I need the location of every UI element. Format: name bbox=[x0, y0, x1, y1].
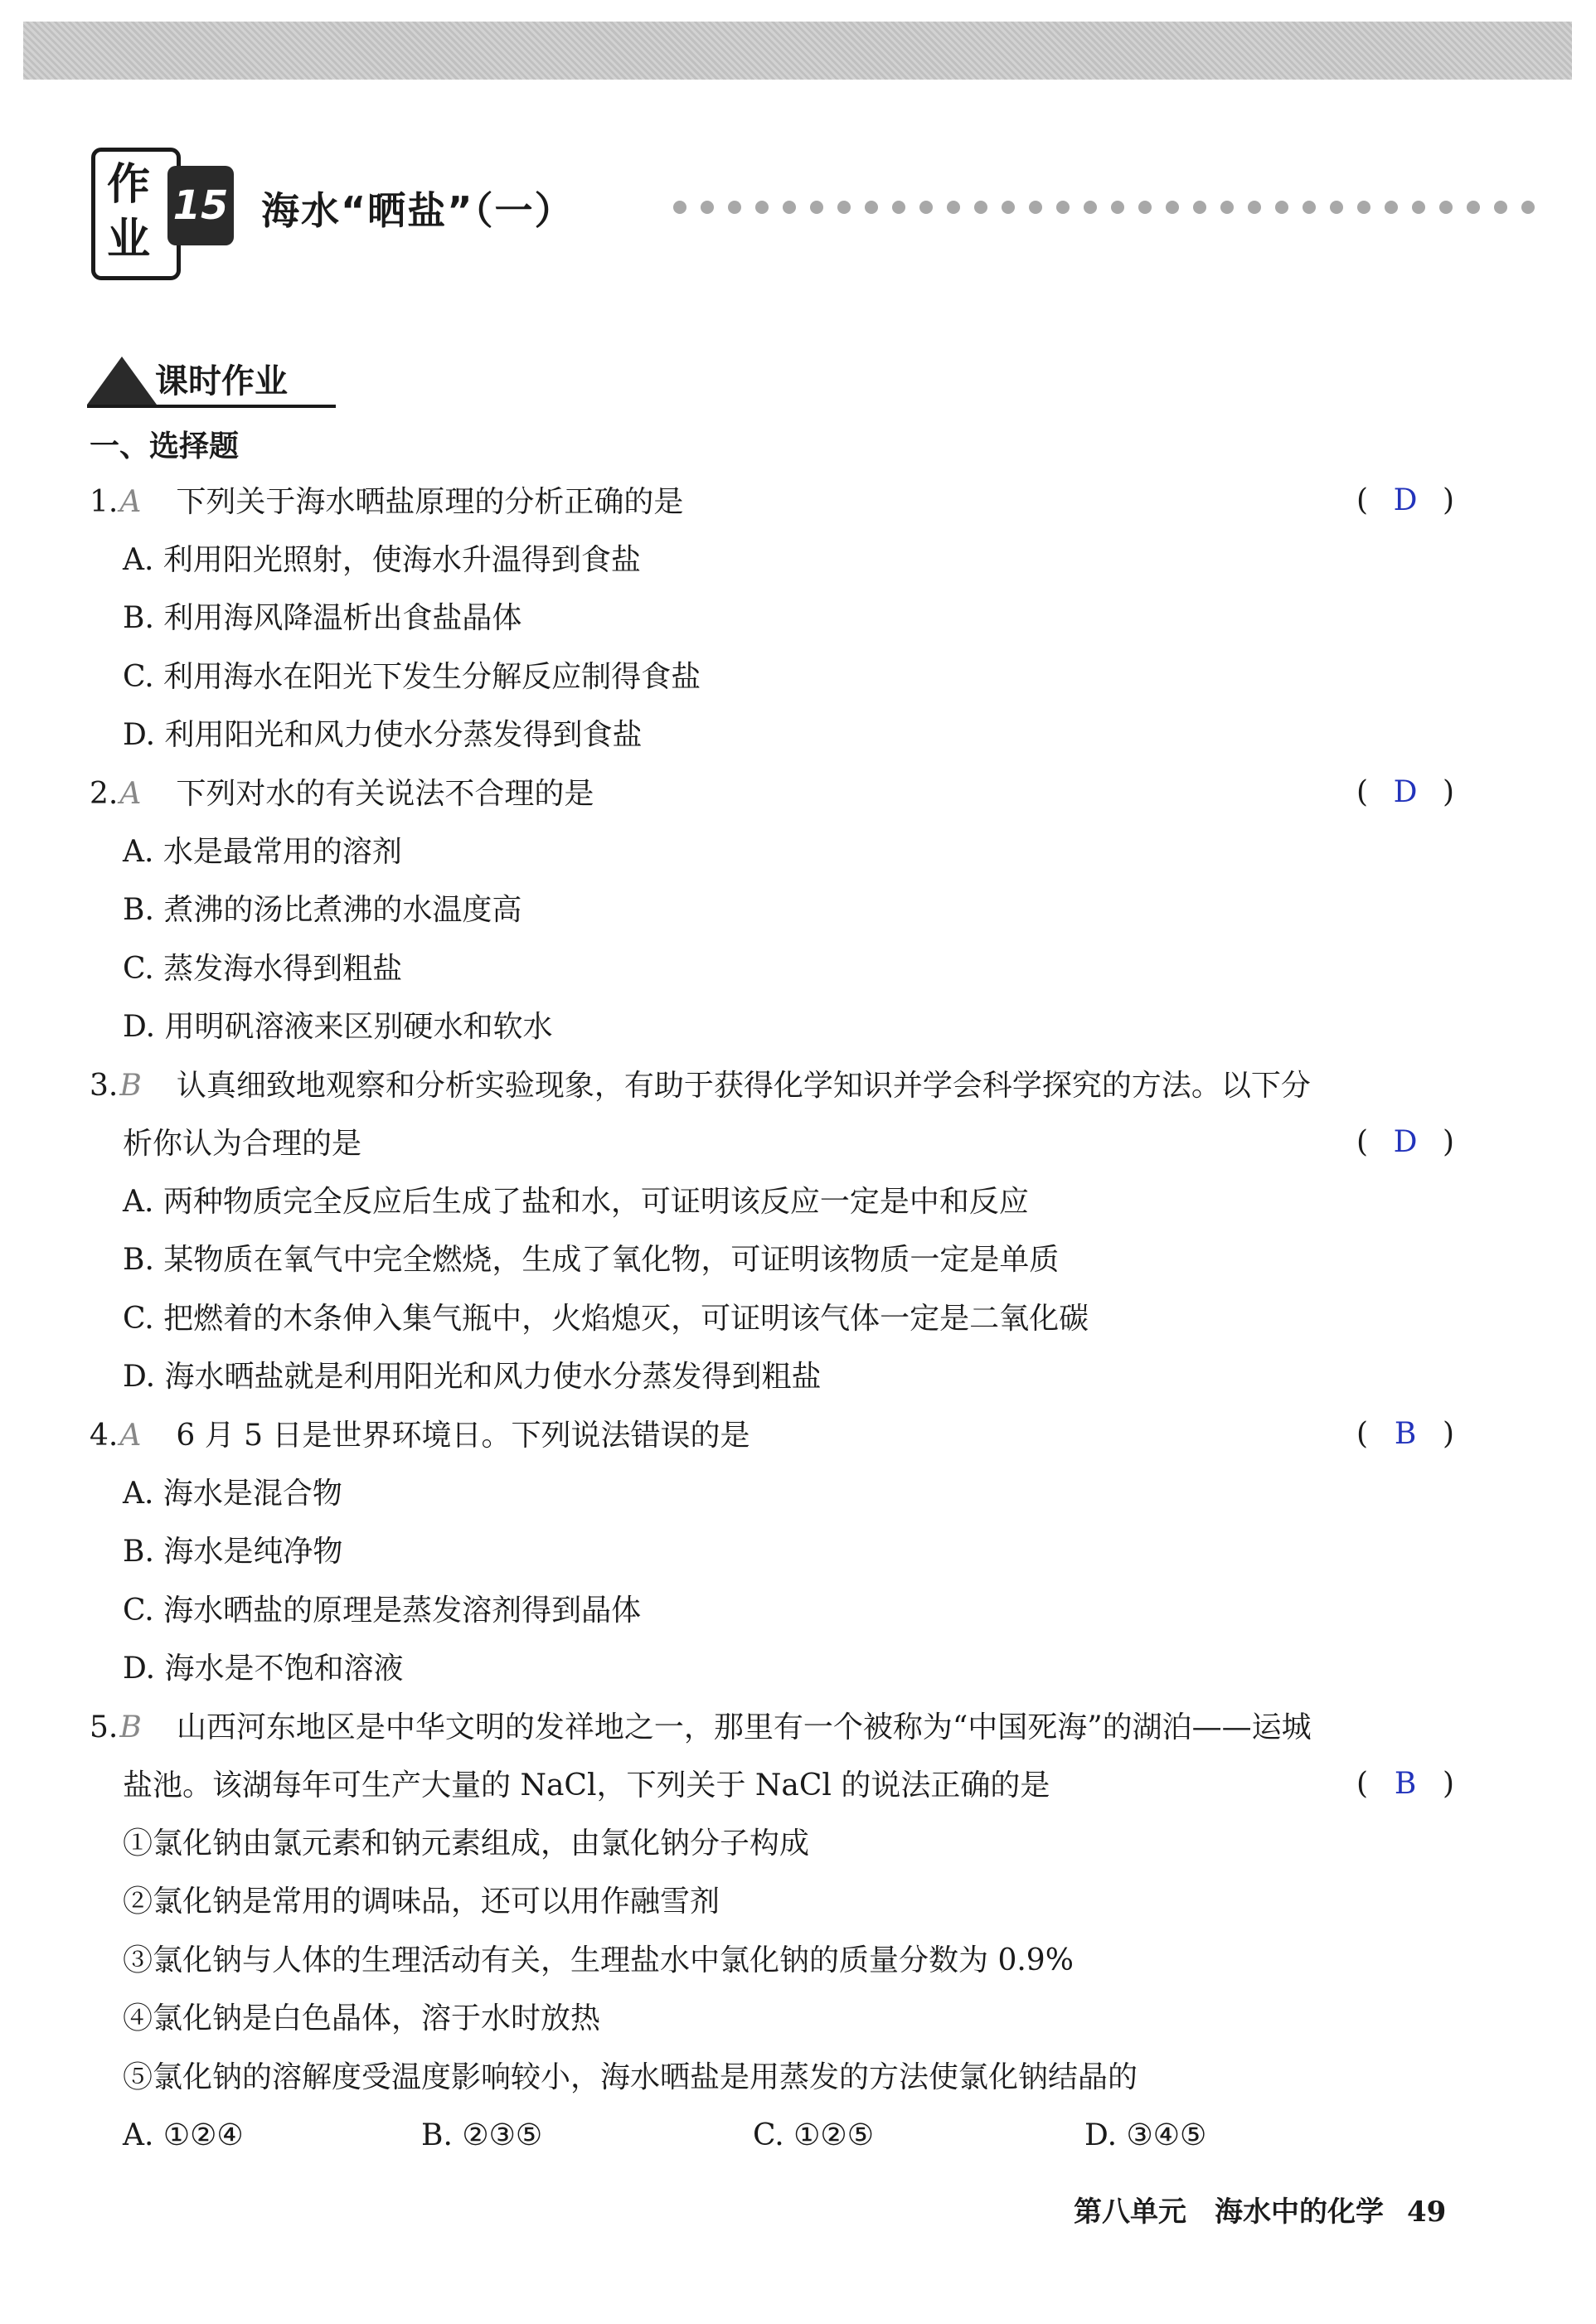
question-3-stem bbox=[90, 1066, 1311, 1106]
option-c: C. 蒸发海水得到粗盐 bbox=[123, 952, 403, 986]
option-d: D. 海水晒盐就是利用阳光和风力使水分蒸发得到粗盐 bbox=[123, 1360, 822, 1394]
statement-5: ⑤氯化钠的溶解度受温度影响较小，海水晒盐是用蒸发的方法使氯化钠结晶的 bbox=[123, 2060, 1138, 2094]
answer-letter: D bbox=[1393, 1125, 1418, 1159]
question-text: 认真细致地观察和分析实验现象，有助于获得化学知识并学会科学探究的方法。以下分 bbox=[176, 1069, 1311, 1103]
option-d: D. 海水是不饱和溶液 bbox=[123, 1652, 404, 1686]
question-text: 下列对水的有关说法不合理的是 bbox=[176, 777, 594, 811]
question-5-stem bbox=[90, 1708, 1312, 1748]
section-label: 课时作业 bbox=[155, 362, 288, 400]
option-b: B. 海水是纯净物 bbox=[123, 1535, 343, 1569]
title-dots-decoration bbox=[673, 201, 1569, 214]
section-underline bbox=[87, 405, 336, 408]
page-title: 海水“晒盐”（一） bbox=[261, 188, 575, 233]
statement-1: ①氯化钠由氯元素和钠元素组成，由氯化钠分子构成 bbox=[123, 1827, 810, 1861]
option-a: A. 水是最常用的溶剂 bbox=[123, 835, 402, 869]
mountain-icon bbox=[87, 357, 157, 405]
page-number: 49 bbox=[1407, 2195, 1447, 2229]
question-5-stem-continued: 盐池。该湖每年可生产大量的 NaCl，下列关于 NaCl 的说法正确的是 bbox=[123, 1768, 1050, 1802]
footer-unit: 第八单元 海水中的化学 bbox=[1074, 2195, 1384, 2229]
difficulty-level: A bbox=[119, 485, 142, 519]
question-5-answer: ( B ) bbox=[1356, 1764, 1454, 1804]
option-b: B. 某物质在氧气中完全燃烧，生成了氧化物，可证明该物质一定是单质 bbox=[123, 1243, 1060, 1277]
badge-char-bottom: 业 bbox=[107, 214, 151, 264]
question-4-stem bbox=[90, 1416, 750, 1456]
question-text: 山西河东地区是中华文明的发祥地之一，那里有一个被称为“中国死海”的湖泊——运城 bbox=[176, 1710, 1312, 1744]
question-3-stem-continued: 析你认为合理的是 bbox=[123, 1127, 362, 1161]
option-b: B. 利用海风降温析出食盐晶体 bbox=[123, 601, 522, 635]
answer-letter: B bbox=[1394, 1417, 1417, 1451]
statement-4: ④氯化钠是白色晶体，溶于水时放热 bbox=[123, 2001, 601, 2035]
option-d: D. 用明矾溶液来区别硬水和软水 bbox=[123, 1010, 553, 1044]
option-c: C. 海水晒盐的原理是蒸发溶剂得到晶体 bbox=[123, 1594, 642, 1628]
question-text: 下列关于海水晒盐原理的分析正确的是 bbox=[176, 485, 684, 519]
choice-d: D. ③④⑤ bbox=[1084, 2118, 1207, 2152]
statement-3: ③氯化钠与人体的生理活动有关，生理盐水中氯化钠的质量分数为 0.9% bbox=[123, 1943, 1074, 1977]
question-number: 2. bbox=[90, 777, 119, 811]
answer-letter: B bbox=[1394, 1767, 1417, 1801]
question-number: 3. bbox=[90, 1069, 119, 1103]
question-number: 4. bbox=[90, 1419, 119, 1453]
answer-letter: D bbox=[1393, 483, 1418, 517]
choice-a: A. ①②④ bbox=[123, 2118, 244, 2152]
top-decorative-band bbox=[23, 22, 1572, 80]
option-a: A. 利用阳光照射，使海水升温得到食盐 bbox=[123, 543, 641, 577]
question-number: 1. bbox=[90, 485, 119, 519]
badge-char-top: 作 bbox=[107, 159, 151, 210]
question-text: 6 月 5 日是世界环境日。下列说法错误的是 bbox=[176, 1419, 750, 1453]
difficulty-level: A bbox=[119, 1419, 142, 1453]
difficulty-level: A bbox=[119, 777, 142, 811]
answer-letter: D bbox=[1393, 775, 1418, 809]
question-2-answer: ( D ) bbox=[1356, 773, 1454, 813]
option-d: D. 利用阳光和风力使水分蒸发得到食盐 bbox=[123, 718, 643, 752]
option-a: A. 两种物质完全反应后生成了盐和水，可证明该反应一定是中和反应 bbox=[123, 1185, 1029, 1219]
difficulty-level: B bbox=[119, 1069, 142, 1103]
question-4-answer: ( B ) bbox=[1356, 1414, 1454, 1454]
option-a: A. 海水是混合物 bbox=[123, 1477, 342, 1511]
difficulty-level: B bbox=[119, 1710, 142, 1744]
question-1-answer: ( D ) bbox=[1356, 481, 1454, 521]
assignment-badge bbox=[91, 148, 240, 279]
option-c: C. 利用海水在阳光下发生分解反应制得食盐 bbox=[123, 660, 701, 694]
question-2-stem bbox=[90, 774, 594, 814]
page-footer bbox=[1074, 2189, 1446, 2229]
question-number: 5. bbox=[90, 1710, 119, 1744]
part-title: 一、选择题 bbox=[90, 429, 240, 463]
option-c: C. 把燃着的木条伸入集气瓶中，火焰熄灭，可证明该气体一定是二氧化碳 bbox=[123, 1302, 1089, 1336]
badge-number: 15 bbox=[167, 166, 234, 245]
choice-c: C. ①②⑤ bbox=[753, 2118, 874, 2152]
choice-b: B. ②③⑤ bbox=[421, 2118, 543, 2152]
statement-2: ②氯化钠是常用的调味品，还可以用作融雪剂 bbox=[123, 1885, 720, 1919]
question-3-answer: ( D ) bbox=[1356, 1123, 1454, 1162]
section-header bbox=[87, 348, 344, 408]
question-1-stem bbox=[90, 483, 683, 522]
option-b: B. 煮沸的汤比煮沸的水温度高 bbox=[123, 893, 522, 927]
